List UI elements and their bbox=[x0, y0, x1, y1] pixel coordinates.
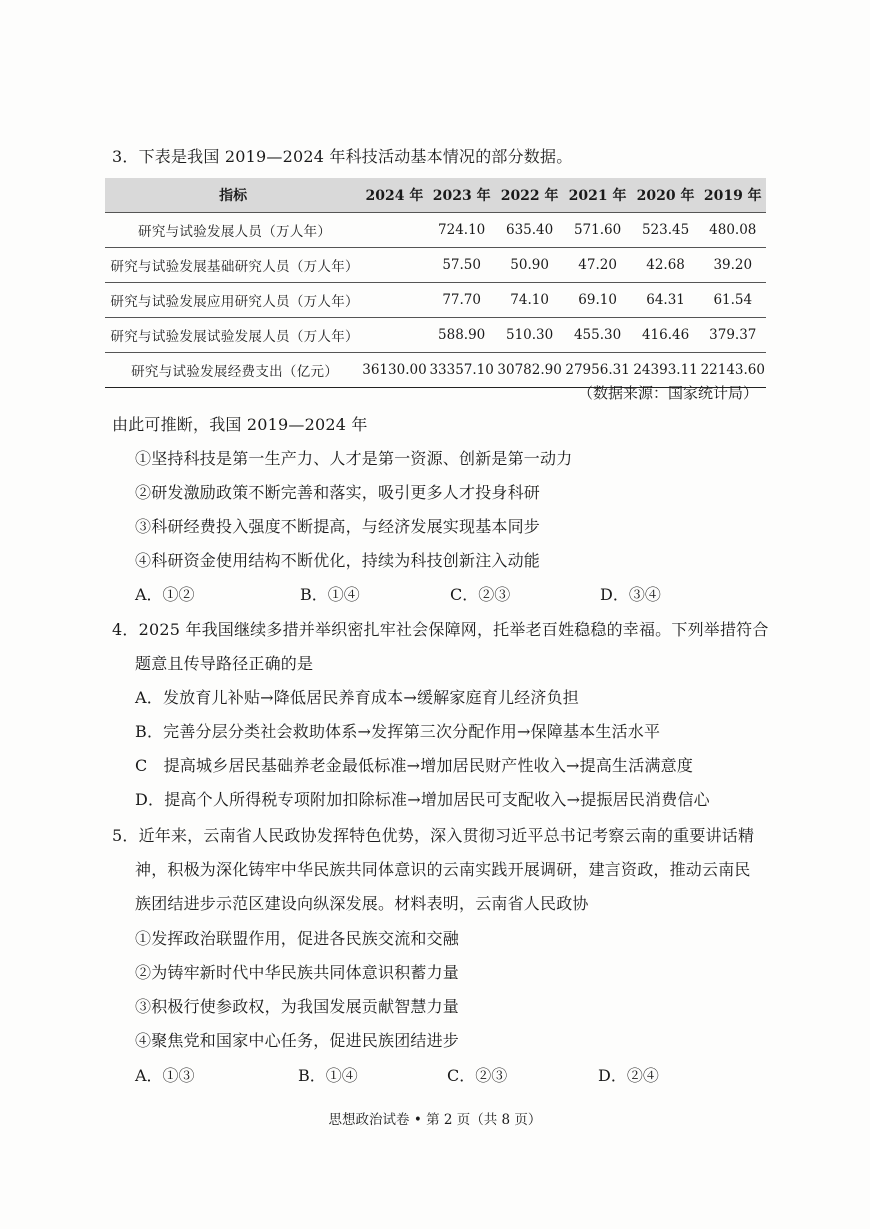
table-cell: 24393.11 bbox=[632, 353, 700, 388]
table-row-label: 研究与试验发展人员（万人年） bbox=[105, 213, 361, 248]
q5-title-line-1: 5．近年来，云南省人民政协发挥特色优势，深入贯彻习近平总书记考察云南的重要讲话精 bbox=[112, 826, 755, 845]
table-row-label: 研究与试验发展应用研究人员（万人年） bbox=[105, 283, 361, 318]
table-cell: 42.68 bbox=[632, 248, 700, 283]
table-cell: 22143.60 bbox=[700, 353, 766, 388]
table-header-cell: 2023 年 bbox=[432, 188, 491, 204]
q4-title-line-1: 4．2025 年我国继续多措并举织密扎牢社会保障网，托举老百姓稳稳的幸福。下列举措符合 bbox=[112, 620, 769, 639]
table-cell: 77.70 bbox=[428, 283, 496, 318]
table-cell: 523.45 bbox=[632, 213, 700, 248]
q3-choice-b: B．①④ bbox=[300, 585, 360, 604]
table-cell: 480.08 bbox=[700, 213, 766, 248]
table-cell: 588.90 bbox=[428, 318, 496, 353]
table-row bbox=[105, 283, 766, 318]
table-row-label: 研究与试验发展经费支出（亿元） bbox=[105, 353, 361, 388]
table-row-label: 研究与试验发展基础研究人员（万人年） bbox=[105, 248, 361, 283]
table-row bbox=[105, 318, 766, 353]
q5-choice-c: C．②③ bbox=[447, 1066, 508, 1085]
table-cell bbox=[361, 248, 427, 283]
q3-title: 3．下表是我国 2019—2024 年科技活动基本情况的部分数据。 bbox=[112, 147, 573, 166]
table-cell: 61.54 bbox=[700, 283, 766, 318]
table-cell: 64.31 bbox=[632, 283, 700, 318]
q5-choice-b: B．①④ bbox=[298, 1066, 358, 1085]
q3-statement-3: ③科研经费投入强度不断提高，与经济发展实现基本同步 bbox=[135, 517, 541, 536]
q5-statement-2: ②为铸牢新时代中华民族共同体意识积蓄力量 bbox=[135, 963, 460, 982]
table-cell: 39.20 bbox=[700, 248, 766, 283]
table-cell: 57.50 bbox=[428, 248, 496, 283]
table-cell: 50.90 bbox=[496, 248, 564, 283]
table-header-cell: 指标 bbox=[219, 188, 248, 204]
table-cell: 27956.31 bbox=[564, 353, 632, 388]
q4-option-a: A．发放育儿补贴→降低居民养育成本→缓解家庭育儿经济负担 bbox=[135, 688, 579, 707]
table-cell: 635.40 bbox=[496, 213, 564, 248]
q3-statement-2: ②研发激励政策不断完善和落实，吸引更多人才投身科研 bbox=[135, 483, 541, 502]
q3-choice-a: A．①② bbox=[135, 585, 195, 604]
q5-statement-3: ③积极行使参政权，为我国发展贡献智慧力量 bbox=[135, 997, 460, 1016]
table-header-cell: 2019 年 bbox=[703, 188, 762, 204]
table-cell: 379.37 bbox=[700, 318, 766, 353]
q5-title-line-2: 神，积极为深化铸牢中华民族共同体意识的云南实践开展调研，建言资政，推动云南民 bbox=[135, 860, 751, 879]
q3-data-table bbox=[105, 178, 766, 388]
table-cell: 69.10 bbox=[564, 283, 632, 318]
table-header-cell: 2022 年 bbox=[500, 188, 559, 204]
table-cell: 455.30 bbox=[564, 318, 632, 353]
table-header-cell: 2024 年 bbox=[365, 188, 424, 204]
q5-title-line-3: 族团结进步示范区建设向纵深发展。材料表明，云南省人民政协 bbox=[135, 894, 589, 913]
table-cell: 571.60 bbox=[564, 213, 632, 248]
q4-option-b: B．完善分层分类社会救助体系→发挥第三次分配作用→保障基本生活水平 bbox=[135, 722, 661, 741]
table-row bbox=[105, 248, 766, 283]
table-cell: 30782.90 bbox=[496, 353, 564, 388]
page-footer: 思想政治试卷 • 第 2 页（共 8 页） bbox=[328, 1112, 542, 1128]
q4-option-d: D．提高个人所得税专项附加扣除标准→增加居民可支配收入→提振居民消费信心 bbox=[135, 790, 710, 809]
q5-choice-d: D．②④ bbox=[598, 1066, 659, 1085]
q5-statement-4: ④聚焦党和国家中心任务，促进民族团结进步 bbox=[135, 1031, 460, 1050]
data-source-note: （数据来源：国家统计局） bbox=[577, 384, 758, 402]
table-cell: 36130.00 bbox=[361, 353, 427, 388]
q5-choice-a: A．①③ bbox=[135, 1066, 195, 1085]
table-cell bbox=[361, 318, 427, 353]
table-cell: 724.10 bbox=[428, 213, 496, 248]
table-header-cell: 2021 年 bbox=[568, 188, 627, 204]
table-cell: 416.46 bbox=[632, 318, 700, 353]
table-row-label: 研究与试验发展试验发展人员（万人年） bbox=[105, 318, 361, 353]
table-header-cell: 2020 年 bbox=[636, 188, 695, 204]
table-cell: 510.30 bbox=[496, 318, 564, 353]
q3-choice-c: C．②③ bbox=[450, 585, 511, 604]
table-cell bbox=[361, 283, 427, 318]
table-cell: 74.10 bbox=[496, 283, 564, 318]
q4-option-c: C 提高城乡居民基础养老金最低标准→增加居民财产性收入→提高生活满意度 bbox=[135, 756, 694, 775]
table-row bbox=[105, 213, 766, 248]
q3-choice-d: D．③④ bbox=[600, 585, 661, 604]
table-header-row bbox=[105, 178, 766, 213]
table-cell: 47.20 bbox=[564, 248, 632, 283]
q3-statement-1: ①坚持科技是第一生产力、人才是第一资源、创新是第一动力 bbox=[135, 449, 573, 468]
table-cell: 33357.10 bbox=[428, 353, 496, 388]
table-cell bbox=[361, 213, 427, 248]
q3-statement-4: ④科研资金使用结构不断优化，持续为科技创新注入动能 bbox=[135, 551, 541, 570]
q5-statement-1: ①发挥政治联盟作用，促进各民族交流和交融 bbox=[135, 929, 460, 948]
q4-title-line-2: 题意且传导路径正确的是 bbox=[135, 654, 314, 673]
q3-stem: 由此可推断，我国 2019—2024 年 bbox=[112, 415, 368, 434]
